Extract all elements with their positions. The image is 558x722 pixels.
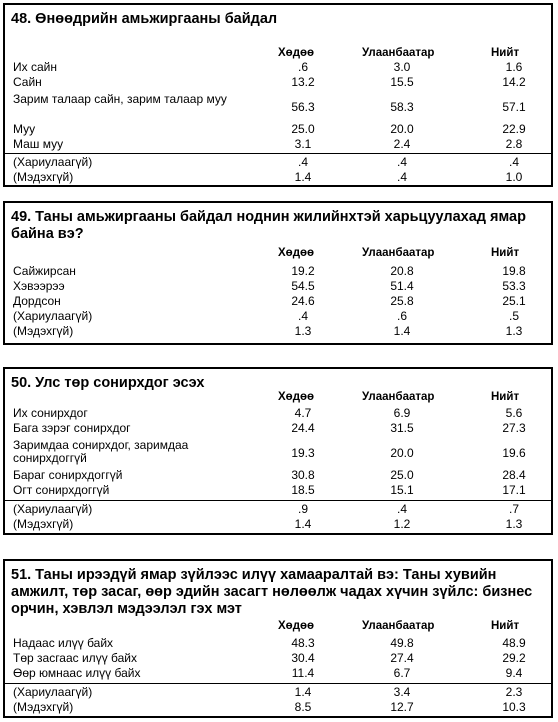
value-rural: 48.3	[291, 636, 315, 650]
value-total: 57.1	[502, 100, 526, 114]
value-total: 1.0	[505, 170, 523, 184]
value-total: 1.6	[505, 60, 523, 74]
value-total: 27.3	[502, 421, 526, 435]
value-ulaanbaatar: 27.4	[390, 651, 414, 665]
row-label: Өөр юмнаас илүү байх	[13, 666, 141, 680]
value-rural: 13.2	[291, 75, 315, 89]
table-48	[3, 3, 553, 187]
value-rural: 3.1	[294, 137, 312, 151]
value-ulaanbaatar: 31.5	[390, 421, 414, 435]
value-rural: 1.4	[294, 517, 312, 531]
value-total: 9.4	[505, 666, 523, 680]
value-total: 25.1	[502, 294, 526, 308]
value-ulaanbaatar: 20.8	[390, 264, 414, 278]
table-title: 48. Өнөөдрийн амьжиргааны байдал	[11, 11, 278, 27]
row-separator	[5, 153, 551, 154]
column-header-total: Нийт	[491, 620, 520, 632]
row-label: (Мэдэхгүй)	[13, 700, 74, 714]
value-rural: 18.5	[291, 483, 315, 497]
value-total: 1.3	[505, 517, 523, 531]
table-51	[3, 559, 553, 718]
value-total: 22.9	[502, 122, 526, 136]
table-title: 51. Таны ирээдүй ямар зүйлээс илүү хамааралтай вэ: Таны хувийн амжилт, төр засаг, өөр эдийн засагт нөлөөлж чадах хүчин зүйлс: бизнес орчин, хэвлэл мэдээлэл гэх мэт	[11, 567, 533, 617]
value-ulaanbaatar: 6.9	[393, 406, 411, 420]
column-header-ulaanbaatar: Улаанбаатар	[362, 247, 435, 259]
value-ulaanbaatar: 49.8	[390, 636, 414, 650]
value-total: 10.3	[502, 700, 526, 714]
row-label: Хэвээрээ	[13, 279, 65, 293]
column-header-ulaanbaatar: Улаанбаатар	[362, 391, 435, 403]
value-ulaanbaatar: 51.4	[390, 279, 414, 293]
value-total: 14.2	[502, 75, 526, 89]
value-rural: 25.0	[291, 122, 315, 136]
value-total: 48.9	[502, 636, 526, 650]
value-rural: 30.8	[291, 468, 315, 482]
value-total: 53.3	[502, 279, 526, 293]
value-total: 19.8	[502, 264, 526, 278]
row-label: (Мэдэхгүй)	[13, 517, 74, 531]
value-rural: 1.4	[294, 685, 312, 699]
value-ulaanbaatar: .4	[396, 502, 407, 516]
value-rural: 8.5	[294, 700, 312, 714]
row-label: Бараг сонирхдоггүй	[13, 468, 123, 482]
value-ulaanbaatar: 3.4	[393, 685, 411, 699]
value-ulaanbaatar: 12.7	[390, 700, 414, 714]
row-label: Заримдаа сонирхдог, заримдаа сонирхдоггүй	[13, 438, 189, 465]
value-rural: .4	[297, 155, 308, 169]
row-label: Надаас илүү байх	[13, 636, 114, 650]
column-header-total: Нийт	[491, 47, 520, 59]
value-ulaanbaatar: 2.4	[393, 137, 411, 151]
row-label: Их сайн	[13, 60, 57, 74]
value-ulaanbaatar: .4	[396, 170, 407, 184]
row-label: Сайн	[13, 75, 42, 89]
value-rural: 1.4	[294, 170, 312, 184]
value-ulaanbaatar: 25.8	[390, 294, 414, 308]
row-label: Муу	[13, 122, 36, 136]
value-total: 29.2	[502, 651, 526, 665]
row-label: Төр засгаас илүү байх	[13, 651, 137, 665]
value-ulaanbaatar: 20.0	[390, 122, 414, 136]
value-rural: .4	[297, 309, 308, 323]
column-header-rural: Хөдөө	[278, 47, 315, 59]
row-separator	[5, 683, 551, 684]
value-total: 17.1	[502, 483, 526, 497]
row-label: Огт сонирхдоггүй	[13, 483, 110, 497]
value-rural: 11.4	[291, 666, 315, 680]
table-49	[3, 201, 553, 345]
row-label: (Мэдэхгүй)	[13, 324, 74, 338]
value-total: 2.8	[505, 137, 523, 151]
row-label: (Мэдэхгүй)	[13, 170, 74, 184]
value-rural: .9	[297, 502, 308, 516]
value-ulaanbaatar: .4	[396, 155, 407, 169]
row-label: Их сонирхдог	[13, 406, 88, 420]
value-rural: 19.3	[291, 446, 315, 460]
value-ulaanbaatar: .6	[396, 309, 407, 323]
value-total: 5.6	[505, 406, 523, 420]
table-title: 50. Улс төр сонирхдог эсэх	[11, 375, 205, 391]
value-rural: 19.2	[291, 264, 315, 278]
column-header-rural: Хөдөө	[278, 391, 315, 403]
value-ulaanbaatar: 20.0	[390, 446, 414, 460]
value-rural: 56.3	[291, 100, 315, 114]
row-label: Маш муу	[13, 137, 64, 151]
value-rural: 54.5	[291, 279, 315, 293]
value-ulaanbaatar: 25.0	[390, 468, 414, 482]
row-label: (Хариулаагүй)	[13, 155, 93, 169]
value-total: .4	[508, 155, 519, 169]
value-rural: 4.7	[294, 406, 312, 420]
value-total: 19.6	[502, 446, 526, 460]
value-rural: 24.6	[291, 294, 315, 308]
column-header-total: Нийт	[491, 391, 520, 403]
value-ulaanbaatar: 6.7	[393, 666, 411, 680]
row-separator	[5, 500, 551, 501]
value-rural: 30.4	[291, 651, 315, 665]
row-label: Сайжирсан	[13, 264, 76, 278]
table-50	[3, 367, 553, 535]
row-label: Бага зэрэг сонирхдог	[13, 421, 131, 435]
row-label: Зарим талаар сайн, зарим талаар муу	[13, 92, 227, 106]
value-ulaanbaatar: 3.0	[393, 60, 411, 74]
row-label: (Хариулаагүй)	[13, 685, 93, 699]
value-ulaanbaatar: 1.2	[393, 517, 411, 531]
column-header-ulaanbaatar: Улаанбаатар	[362, 47, 435, 59]
value-total: 2.3	[505, 685, 523, 699]
table-title: 49. Таны амьжиргааны байдал ноднин жилийнхтэй харьцуулахад ямар байна вэ?	[11, 209, 526, 242]
value-rural: .6	[297, 60, 308, 74]
column-header-rural: Хөдөө	[278, 620, 315, 632]
row-label: (Хариулаагүй)	[13, 502, 93, 516]
column-header-total: Нийт	[491, 247, 520, 259]
column-header-ulaanbaatar: Улаанбаатар	[362, 620, 435, 632]
value-ulaanbaatar: 58.3	[390, 100, 414, 114]
value-ulaanbaatar: 15.5	[390, 75, 414, 89]
row-label: (Хариулаагүй)	[13, 309, 93, 323]
column-header-rural: Хөдөө	[278, 247, 315, 259]
value-total: .7	[508, 502, 519, 516]
value-rural: 1.3	[294, 324, 312, 338]
row-label: Дордсон	[13, 294, 61, 308]
value-ulaanbaatar: 15.1	[390, 483, 414, 497]
value-total: .5	[508, 309, 519, 323]
value-rural: 24.4	[291, 421, 315, 435]
value-total: 28.4	[502, 468, 526, 482]
value-total: 1.3	[505, 324, 523, 338]
value-ulaanbaatar: 1.4	[393, 324, 411, 338]
